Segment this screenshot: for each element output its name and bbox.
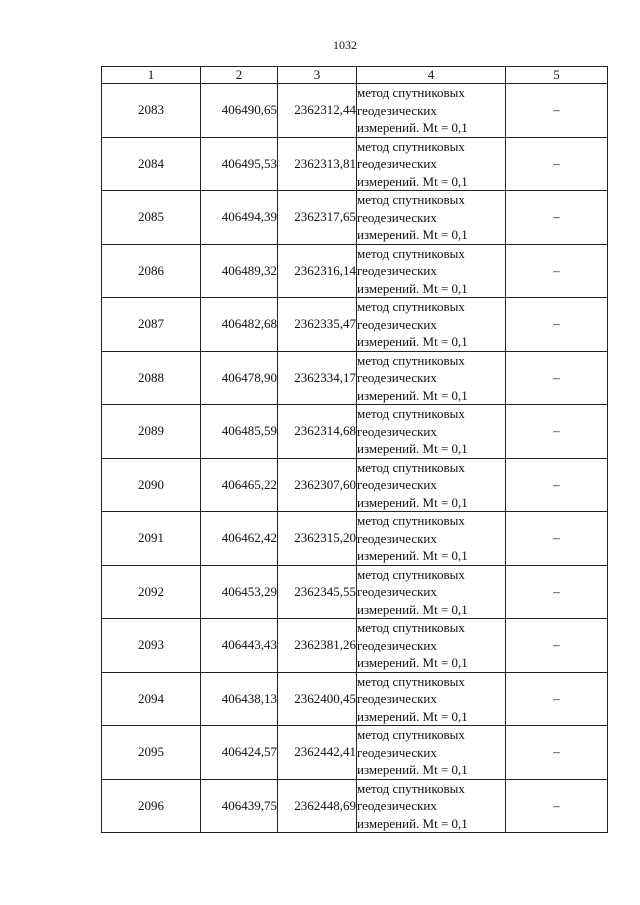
- note-cell: –: [506, 726, 608, 780]
- x-coordinate-cell: 406462,42: [201, 512, 278, 566]
- y-coordinate-cell: 2362442,41: [278, 726, 357, 780]
- x-coordinate-cell: 406490,65: [201, 84, 278, 138]
- column-header-2: 2: [201, 67, 278, 84]
- point-number-cell: 2088: [102, 351, 201, 405]
- method-line: измерений. Mt = 0,1: [357, 815, 468, 831]
- table-row: [102, 672, 608, 726]
- method-line: геодезических: [357, 316, 437, 332]
- x-coordinate-cell: 406485,59: [201, 405, 278, 459]
- method-line: метод спутниковых: [357, 780, 465, 796]
- column-header-5: 5: [506, 67, 608, 84]
- method-line: измерений. Mt = 0,1: [357, 441, 468, 456]
- y-coordinate-cell: 2362317,65: [278, 191, 357, 245]
- table-row: [102, 351, 608, 405]
- point-number-cell: 2093: [102, 619, 201, 673]
- method-cell: [357, 298, 506, 352]
- y-coordinate-cell: 2362313,81: [278, 137, 357, 191]
- method-line: метод спутниковых: [357, 673, 465, 689]
- method-line: геодезических: [357, 637, 437, 653]
- method-cell: [357, 191, 506, 245]
- column-header-1: 1: [102, 67, 201, 84]
- method-cell: [357, 84, 506, 138]
- method-cell: [357, 672, 506, 726]
- method-line: геодезических: [357, 263, 437, 278]
- x-coordinate-cell: 406439,75: [201, 779, 278, 833]
- method-line: геодезических: [357, 691, 437, 706]
- note-cell: –: [506, 512, 608, 566]
- table-row: [102, 84, 608, 138]
- table-row: [102, 458, 608, 512]
- point-number-cell: 2083: [102, 84, 201, 138]
- method-line: геодезических: [357, 156, 437, 171]
- method-line: измерений. Mt = 0,1: [357, 173, 468, 189]
- method-line: измерений. Mt = 0,1: [357, 601, 468, 617]
- table-row: [102, 779, 608, 833]
- method-line: геодезических: [357, 744, 437, 760]
- method-line: геодезических: [357, 423, 437, 439]
- method-line: измерений. Mt = 0,1: [357, 334, 468, 349]
- method-line: измерений. Mt = 0,1: [357, 120, 468, 135]
- method-line: метод спутниковых: [357, 245, 465, 261]
- x-coordinate-cell: 406478,90: [201, 351, 278, 405]
- x-coordinate-cell: 406495,53: [201, 137, 278, 191]
- coordinates-table: [101, 66, 608, 833]
- x-coordinate-cell: 406494,39: [201, 191, 278, 245]
- note-cell: –: [506, 619, 608, 673]
- method-cell: [357, 619, 506, 673]
- table-row: [102, 244, 608, 298]
- note-cell: –: [506, 244, 608, 298]
- method-cell: [357, 512, 506, 566]
- y-coordinate-cell: 2362335,47: [278, 298, 357, 352]
- x-coordinate-cell: 406453,29: [201, 565, 278, 619]
- point-number-cell: 2095: [102, 726, 201, 780]
- point-number-cell: 2096: [102, 779, 201, 833]
- y-coordinate-cell: 2362400,45: [278, 672, 357, 726]
- method-line: измерений. Mt = 0,1: [357, 708, 468, 724]
- method-line: метод спутниковых: [357, 192, 465, 207]
- y-coordinate-cell: 2362316,14: [278, 244, 357, 298]
- table-row: [102, 405, 608, 459]
- method-line: измерений. Mt = 0,1: [357, 655, 468, 670]
- method-cell: [357, 351, 506, 405]
- method-line: метод спутниковых: [357, 513, 465, 528]
- method-line: метод спутниковых: [357, 459, 465, 475]
- x-coordinate-cell: 406438,13: [201, 672, 278, 726]
- note-cell: –: [506, 84, 608, 138]
- method-line: метод спутниковых: [357, 85, 465, 100]
- y-coordinate-cell: 2362381,26: [278, 619, 357, 673]
- column-header-3: 3: [278, 67, 357, 84]
- method-line: геодезических: [357, 530, 437, 546]
- point-number-cell: 2085: [102, 191, 201, 245]
- method-line: геодезических: [357, 584, 437, 599]
- method-line: измерений. Mt = 0,1: [357, 762, 468, 777]
- x-coordinate-cell: 406443,43: [201, 619, 278, 673]
- table-row: [102, 191, 608, 245]
- method-line: геодезических: [357, 209, 437, 225]
- point-number-cell: 2087: [102, 298, 201, 352]
- method-line: метод спутниковых: [357, 138, 465, 154]
- y-coordinate-cell: 2362315,20: [278, 512, 357, 566]
- table-row: [102, 137, 608, 191]
- x-coordinate-cell: 406465,22: [201, 458, 278, 512]
- point-number-cell: 2092: [102, 565, 201, 619]
- note-cell: –: [506, 458, 608, 512]
- method-line: измерений. Mt = 0,1: [357, 548, 468, 563]
- note-cell: –: [506, 405, 608, 459]
- table-row: [102, 565, 608, 619]
- method-line: измерений. Mt = 0,1: [357, 280, 468, 296]
- column-header-4: 4: [357, 67, 506, 84]
- method-cell: [357, 565, 506, 619]
- x-coordinate-cell: 406482,68: [201, 298, 278, 352]
- x-coordinate-cell: 406489,32: [201, 244, 278, 298]
- y-coordinate-cell: 2362345,55: [278, 565, 357, 619]
- note-cell: –: [506, 351, 608, 405]
- method-line: метод спутниковых: [357, 566, 465, 582]
- method-cell: [357, 458, 506, 512]
- table-body: [102, 84, 608, 833]
- table-row: [102, 619, 608, 673]
- point-number-cell: 2091: [102, 512, 201, 566]
- method-cell: [357, 726, 506, 780]
- note-cell: –: [506, 672, 608, 726]
- note-cell: –: [506, 191, 608, 245]
- method-line: измерений. Mt = 0,1: [357, 494, 468, 510]
- method-line: метод спутниковых: [357, 352, 465, 368]
- page-number: 1032: [333, 38, 357, 52]
- y-coordinate-cell: 2362312,44: [278, 84, 357, 138]
- note-cell: –: [506, 298, 608, 352]
- point-number-cell: 2089: [102, 405, 201, 459]
- method-line: метод спутниковых: [357, 406, 465, 421]
- table-header-row: [102, 67, 608, 84]
- note-cell: –: [506, 779, 608, 833]
- y-coordinate-cell: 2362448,69: [278, 779, 357, 833]
- note-cell: –: [506, 137, 608, 191]
- method-cell: [357, 405, 506, 459]
- method-line: измерений. Mt = 0,1: [357, 227, 468, 242]
- y-coordinate-cell: 2362314,68: [278, 405, 357, 459]
- point-number-cell: 2094: [102, 672, 201, 726]
- method-line: геодезических: [357, 102, 437, 118]
- method-line: геодезических: [357, 477, 437, 492]
- method-line: геодезических: [357, 798, 437, 813]
- y-coordinate-cell: 2362334,17: [278, 351, 357, 405]
- x-coordinate-cell: 406424,57: [201, 726, 278, 780]
- method-line: геодезических: [357, 370, 437, 385]
- method-cell: [357, 137, 506, 191]
- method-cell: [357, 244, 506, 298]
- point-number-cell: 2086: [102, 244, 201, 298]
- point-number-cell: 2084: [102, 137, 201, 191]
- method-cell: [357, 779, 506, 833]
- point-number-cell: 2090: [102, 458, 201, 512]
- table-row: [102, 512, 608, 566]
- note-cell: –: [506, 565, 608, 619]
- method-line: метод спутниковых: [357, 620, 465, 635]
- table-row: [102, 726, 608, 780]
- method-line: метод спутниковых: [357, 727, 465, 742]
- table-row: [102, 298, 608, 352]
- method-line: измерений. Mt = 0,1: [357, 387, 468, 403]
- method-line: метод спутниковых: [357, 299, 465, 314]
- y-coordinate-cell: 2362307,60: [278, 458, 357, 512]
